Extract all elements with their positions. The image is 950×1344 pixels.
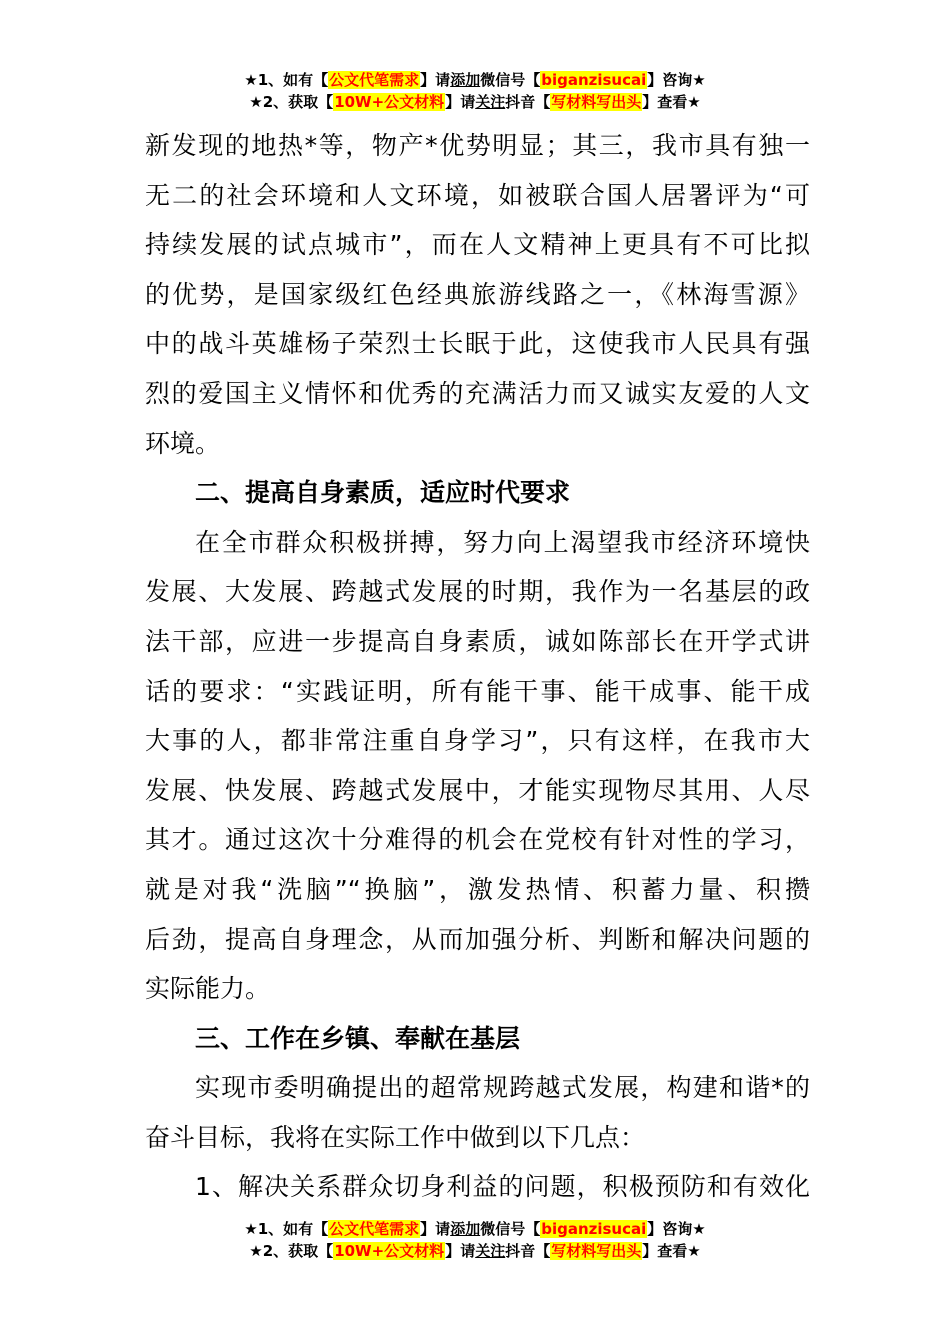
body-line: 发展、快发展、跨越式发展中，才能实现物尽其用、人尽 — [145, 775, 810, 805]
body-line: 话的要求：“实践证明，所有能干事、能干成事、能干成 — [145, 676, 810, 706]
body-line: 大事的人，都非常注重自身学习”，只有这样，在我市大 — [145, 726, 810, 756]
banner-text: 抖音【 — [505, 1242, 551, 1260]
body-line: 在全市群众积极拼搏，努力向上渴望我市经济环境快 — [195, 527, 810, 557]
section-heading: 二、提高自身素质，适应时代要求 — [195, 478, 571, 508]
banner-text: 】查看★ — [642, 93, 701, 111]
banner-highlight: 公文代笔需求 — [329, 1220, 420, 1238]
banner-text: ★1、如有【 — [244, 1220, 329, 1238]
banner-highlight: biganzisucai — [541, 1220, 647, 1238]
section-heading: 三、工作在乡镇、奉献在基层 — [195, 1023, 521, 1053]
banner-text: ★1、如有【 — [244, 71, 329, 89]
body-line: 实际能力。 — [145, 974, 271, 1004]
top-banner — [0, 70, 950, 114]
body-line: 环境。 — [145, 428, 221, 458]
banner-highlight: 写材料写出头 — [551, 1242, 642, 1260]
banner-text: 】请 — [420, 1220, 451, 1238]
banner-text: 】请 — [445, 93, 476, 111]
body-line: 无二的社会环境和人文环境，如被联合国人居署评为“可 — [145, 180, 810, 210]
body-line: 就是对我“洗脑”“换脑”，激发热情、积蓄力量、积攒 — [145, 874, 810, 904]
body-line: 奋斗目标，我将在实际工作中做到以下几点： — [145, 1122, 646, 1152]
banner-line-1 — [0, 1219, 950, 1241]
banner-text: 】咨询★ — [647, 71, 706, 89]
banner-line-2 — [0, 92, 950, 114]
body-line: 新发现的地热*等，物产*优势明显；其三，我市具有独一 — [145, 131, 810, 160]
body-line: 的优势，是国家级红色经典旅游线路之一，《林海雪源》 — [145, 279, 810, 309]
body-line: 实现市委明确提出的超常规跨越式发展，构建和谐*的 — [195, 1073, 810, 1103]
body-line: 持续发展的试点城市”，而在人文精神上更具有不可比拟 — [145, 230, 810, 260]
banner-highlight: biganzisucai — [541, 71, 647, 89]
body-line: 后劲，提高自身理念，从而加强分析、判断和解决问题的 — [145, 924, 810, 954]
banner-line-2 — [0, 1241, 950, 1263]
body-line: 中的战斗英雄杨子荣烈士长眠于此，这使我市人民具有强 — [145, 329, 810, 359]
banner-text: 】咨询★ — [647, 1220, 706, 1238]
banner-underline: 关注 — [475, 1242, 506, 1260]
banner-underline: 关注 — [475, 93, 506, 111]
banner-underline: 添加 — [450, 71, 481, 89]
banner-text: 抖音【 — [505, 93, 551, 111]
body-line: 其才。通过这次十分难得的机会在党校有针对性的学习， — [145, 825, 810, 855]
banner-text: 】请 — [420, 71, 451, 89]
banner-text: ★2、获取【 — [249, 93, 334, 111]
body-line: 发展、大发展、跨越式发展的时期，我作为一名基层的政 — [145, 577, 810, 607]
body-line: 1、解决关系群众切身利益的问题，积极预防和有效化 — [195, 1172, 810, 1202]
banner-highlight: 10W+公文材料 — [334, 1242, 445, 1260]
bottom-banner — [0, 1219, 950, 1263]
document-body — [145, 121, 810, 1212]
banner-highlight: 10W+公文材料 — [334, 93, 445, 111]
banner-text: ★2、获取【 — [249, 1242, 334, 1260]
banner-text: 】查看★ — [642, 1242, 701, 1260]
banner-highlight: 写材料写出头 — [551, 93, 642, 111]
body-line: 烈的爱国主义情怀和优秀的充满活力而又诚实友爱的人文 — [145, 378, 810, 408]
banner-text: 微信号【 — [480, 1220, 541, 1238]
banner-text: 】请 — [445, 1242, 476, 1260]
banner-underline: 添加 — [450, 1220, 481, 1238]
banner-highlight: 公文代笔需求 — [329, 71, 420, 89]
banner-text: 微信号【 — [480, 71, 541, 89]
body-line: 法干部，应进一步提高自身素质，诚如陈部长在开学式讲 — [145, 626, 810, 656]
banner-line-1 — [0, 70, 950, 92]
